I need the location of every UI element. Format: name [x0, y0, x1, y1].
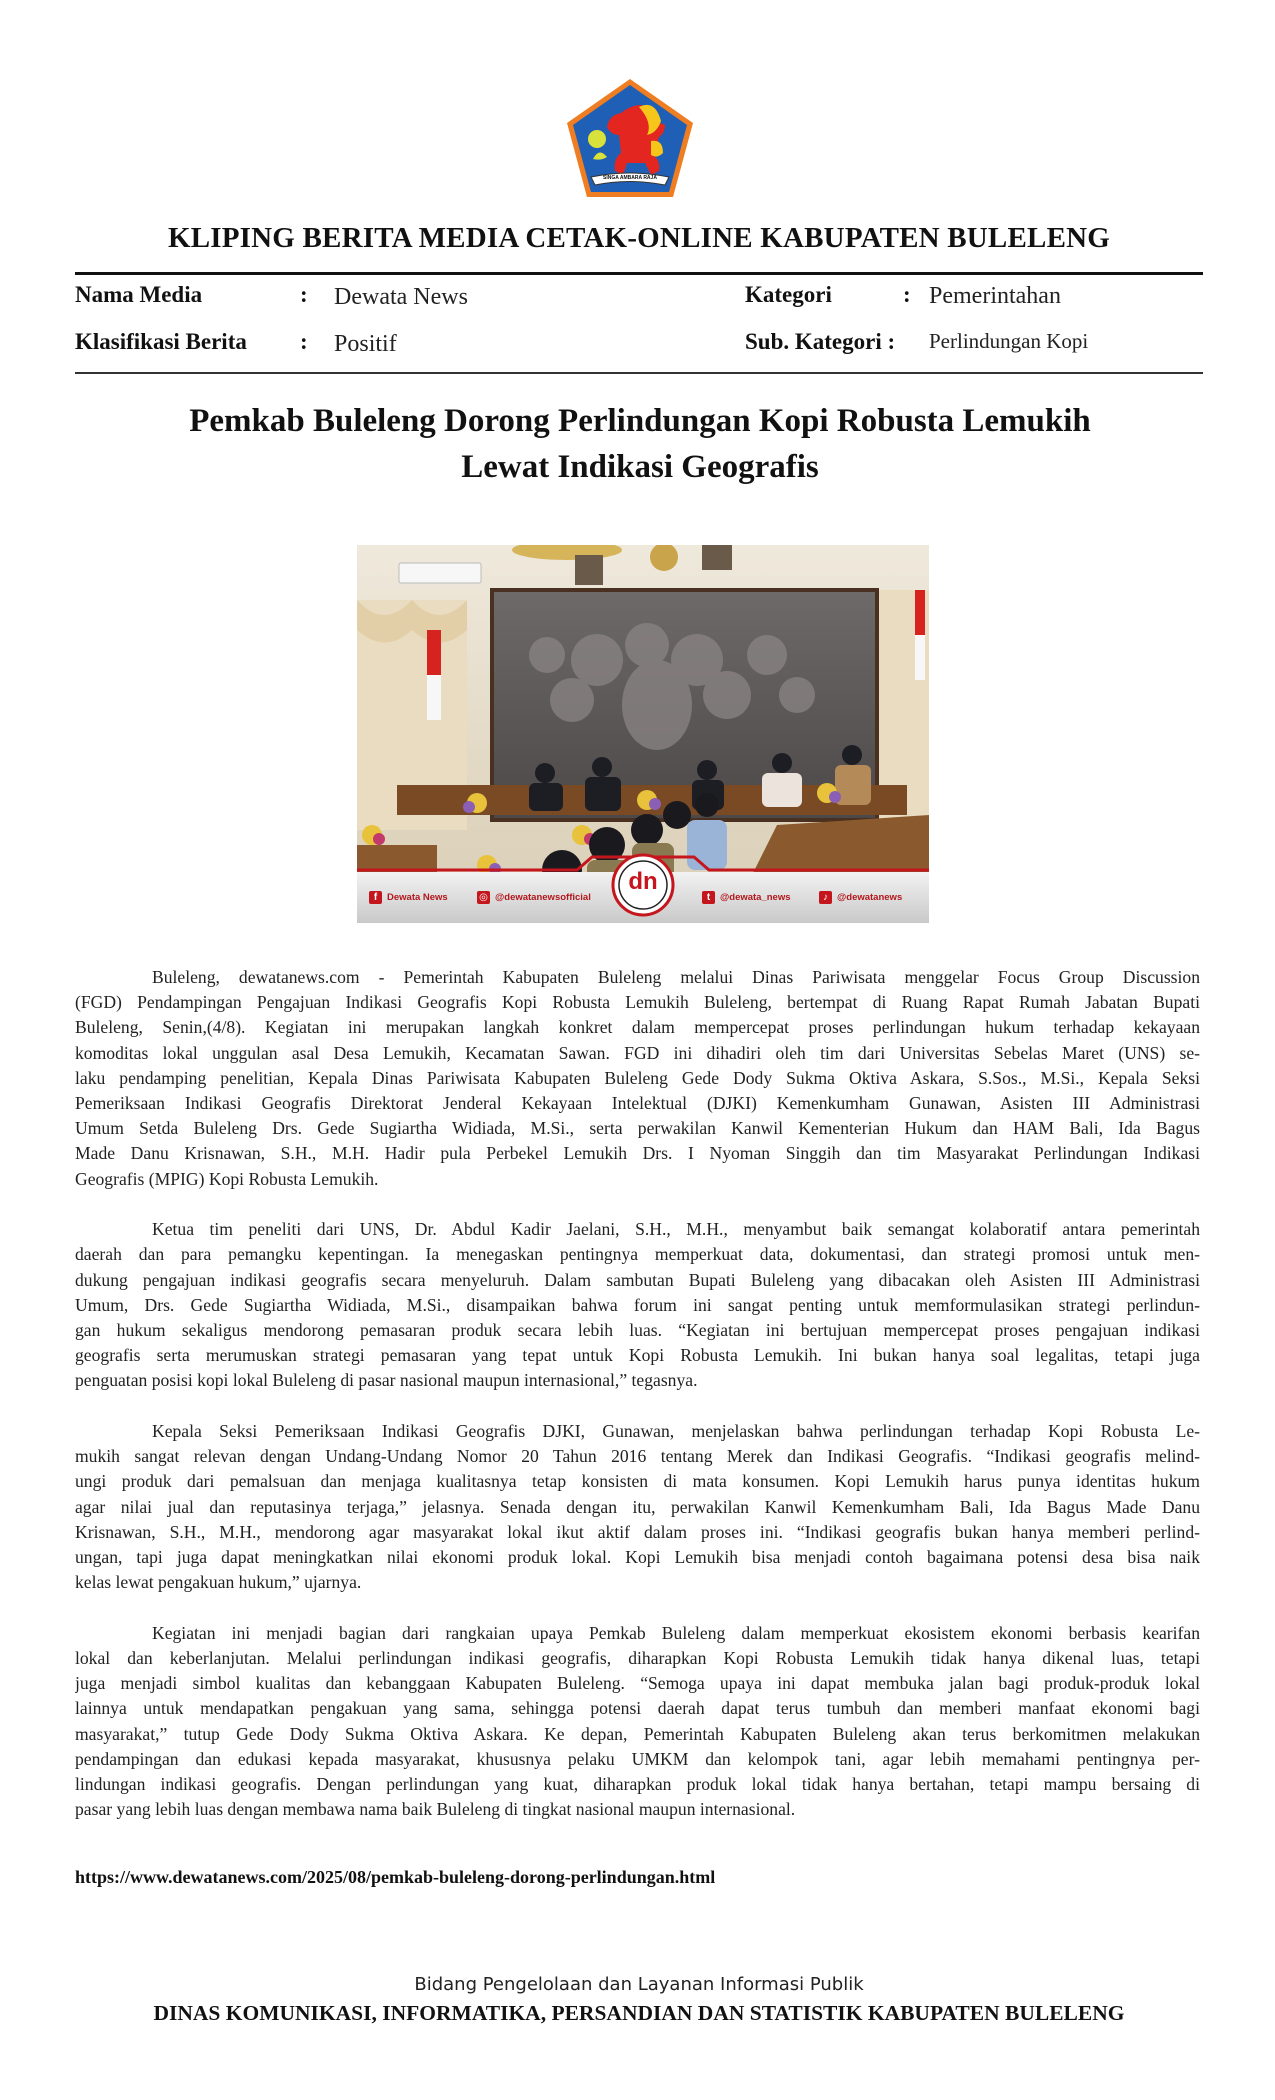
kategori-value: Pemerintahan [929, 283, 1061, 309]
tiktok-handle: @dewatanews [837, 892, 903, 903]
klasifikasi-berita-value: Positif [334, 331, 397, 357]
body-line: Buleleng, Senin,(4/8). Kegiatan ini merupakan langkah konkret dalam mempercepat proses perlindungan hukum terhadap kekayaan [75, 1017, 1200, 1038]
body-line: agar nilai jual dan reputasinya terjaga,” jelasnya. Senada dengan itu, perwakilan Kanwil Kemenkumham Bali, Ida Bagus Made Danu [75, 1496, 1200, 1517]
instagram-icon: ◎ [477, 891, 490, 904]
body-line: Umum Setda Buleleng Drs. Gede Sugiartha Widiada, M.Si., serta perwakilan Kanwil Kementerian Hukum dan HAM Bali, Ida Bagus [75, 1118, 1200, 1139]
nama-media-label: Nama Media [75, 282, 203, 307]
body-line: (FGD) Pendampingan Pengajuan Indikasi Geografis Kopi Robusta Lemukih Buleleng, bertempat di Ruang Rapat Rumah Jabatan Bupati [75, 992, 1200, 1013]
nama-media-value: Dewata News [334, 284, 468, 310]
news-badge [613, 868, 673, 896]
klasifikasi-berita-colon: : [300, 329, 308, 354]
headline-line-2: Lewat Indikasi Geografis [461, 449, 819, 485]
meeting-room-scene [357, 545, 929, 923]
body-line: laku pendamping penelitian, Kepala Dinas Pariwisata Kabupaten Buleleng Gede Dody Sukma Oktiva Askara, S.Sos., M.Si., Kepala Seksi [75, 1067, 1200, 1088]
social-facebook [369, 872, 448, 923]
footer-agency: DINAS KOMUNIKASI, INFORMATIKA, PERSANDIAN DAN STATISTIK KABUPATEN BULELENG [153, 2001, 1125, 2025]
body-line: Krisnawan, S.H., M.H., mendorong agar masyarakat lokal ikut aktif dalam proses ini. “Indikasi geografis bukan hanya memberi perlind- [75, 1521, 1200, 1542]
tiktok-icon: ♪ [819, 891, 832, 904]
body-line: geografis serta merumuskan strategi pemasaran yang tepat untuk Kopi Robusta Lemukih. Ini bukan hanya soal legalitas, tetapi juga [75, 1345, 1200, 1366]
body-line: lindungan indikasi geografis. Dengan perlindungan yang kuat, diharapkan produk lokal tidak hanya bertahan, tetapi mampu bersaing di [75, 1773, 1200, 1794]
klasifikasi-berita-label: Klasifikasi Berita [75, 329, 247, 354]
kabupaten-buleleng-logo [563, 75, 697, 201]
header-divider-top [75, 272, 1203, 275]
body-line: juga menjadi simbol kualitas dan kebanggaan Kabupaten Buleleng. “Semoga upaya ini dapat membuka jalan bagi produk-produk lokal [75, 1673, 1200, 1694]
twitter-handle: @dewata_news [720, 892, 791, 903]
header-divider-bottom [75, 372, 1203, 374]
source-url-link[interactable]: https://www.dewatanews.com/2025/08/pemkab-buleleng-dorong-perlindungan.html [75, 1867, 716, 1887]
facebook-icon: f [369, 891, 382, 904]
sub-kategori-value: Perlindungan Kopi [929, 329, 1089, 353]
paragraph-3 [75, 1419, 1200, 1595]
body-line: gan hukum sekaligus mendorong pemasaran produk secara lebih luas. “Kegiatan ini bertujuan mempercepat proses pengajuan indikasi [75, 1319, 1200, 1340]
body-line: Buleleng, dewatanews.com - Pemerintah Kabupaten Buleleng melalui Dinas Pariwisata menggelar Focus Group Discussion [152, 967, 1200, 987]
body-line: Kegiatan ini menjadi bagian dari rangkaian upaya Pemkab Buleleng dalam memperkuat ekosistem ekonomi berbasis kearifan [152, 1622, 1200, 1643]
article-photo [357, 545, 929, 923]
instagram-handle: @dewatanewsofficial [495, 892, 591, 903]
body-line: mukih sangat relevan dengan Undang-Undang Nomor 20 Tahun 2016 tentang Merek dan Indikasi Geografis. “Indikasi geografis melind- [75, 1446, 1200, 1467]
news-badge-text: dn [628, 868, 658, 895]
footer-department: Bidang Pengelolaan dan Layanan Informasi Publik [414, 1974, 864, 1995]
body-line: masyarakat,” tutup Gede Dody Sukma Oktiva Askara. Ke depan, Pemerintah Kabupaten Buleleng akan terus berkomitmen melakukan [75, 1723, 1200, 1744]
body-line: dukung pengajuan indikasi geografis secara menyeluruh. Dalam sambutan Bupati Buleleng yang dibacakan oleh Asisten III Administrasi [75, 1269, 1200, 1290]
body-line: ungan, tapi juga dapat meningkatkan nilai ekonomi produk lokal. Kopi Lemukih bisa menjadi contoh bagaimana potensi desa bisa naik [75, 1546, 1200, 1567]
body-line: kelas lewat pengakuan hukum,” ujarnya. [75, 1572, 362, 1593]
headline-line-1: Pemkab Buleleng Dorong Perlindungan Kopi Robusta Lemukih [189, 403, 1091, 439]
body-line: Pemeriksaan Indikasi Geografis Direktorat Jenderal Kekayaan Intelektual (DJKI) Kemenkumham Gunawan, Asisten III Administrasi [75, 1092, 1200, 1113]
body-line: Made Danu Krisnawan, S.H., M.H. Hadir pula Perbekel Lemukih Drs. I Nyoman Singgih dan tim Masyarakat Perlindungan Indikasi [75, 1143, 1200, 1164]
twitter-icon: t [702, 891, 715, 904]
body-line: daerah dan para pemangku kepentingan. Ia menegaskan pentingnya memperkuat data, dokumentasi, dan strategi promosi untuk men- [75, 1244, 1200, 1265]
article-headline [120, 398, 1160, 490]
body-line: penguatan posisi kopi lokal Buleleng di pasar nasional maupun internasional,” tegasnya. [75, 1370, 698, 1391]
paragraph-4 [75, 1621, 1200, 1823]
facebook-handle: Dewata News [387, 892, 448, 903]
body-line: Ketua tim peneliti dari UNS, Dr. Abdul Kadir Jaelani, S.H., M.H., menyambut baik semangat kolaboratif antara pemerintah [152, 1219, 1200, 1240]
body-line: pasar yang lebih luas dengan membawa nama baik Buleleng di tingkat nasional maupun internasional. [75, 1799, 796, 1820]
article-body [75, 965, 1200, 1848]
sub-kategori-label: Sub. Kategori : [745, 329, 896, 354]
paragraph-2 [75, 1217, 1200, 1393]
social-instagram [477, 872, 591, 923]
body-line: Umum, Drs. Gede Sugiartha Widiada, M.Si., disampaikan bahwa forum ini sangat penting untuk memformulasikan strategi perlindun- [75, 1294, 1200, 1315]
body-line: Kepala Seksi Pemeriksaan Indikasi Geografis DJKI, Gunawan, menjelaskan bahwa perlindungan terhadap Kopi Robusta Le- [152, 1421, 1200, 1441]
social-twitter [702, 872, 791, 923]
logo-emblem [563, 75, 697, 201]
paragraph-1 [75, 965, 1200, 1192]
nama-media-colon: : [300, 282, 308, 307]
logo-banner-text: SINGA AMBARA RAJA [603, 175, 657, 181]
body-line: lainnya untuk mendapatkan pengakuan yang sama, sehingga potensi daerah dapat terus tumbuh dan memberi manfaat ekonomi bagi [75, 1698, 1200, 1719]
body-line: Geografis (MPIG) Kopi Robusta Lemukih. [75, 1168, 379, 1189]
body-line: pendampingan dan edukasi kepada masyarakat, khususnya pelaku UMKM dan kelompok tani, agar lebih memahami pentingnya per- [75, 1748, 1200, 1769]
social-tiktok [819, 872, 902, 923]
body-line: ungi produk dari pemalsuan dan menjaga kualitasnya tetap konsisten di mata konsumen. Kopi Lemukih harus punya identitas hukum [75, 1471, 1200, 1492]
body-line: komoditas lokal unggulan asal Desa Lemukih, Kecamatan Sawan. FGD ini dihadiri oleh tim dari Universitas Sebelas Maret (UNS) se- [75, 1042, 1200, 1063]
clipping-title: KLIPING BERITA MEDIA CETAK-ONLINE KABUPATEN BULELENG [167, 222, 1111, 254]
body-line: lokal dan keberlanjutan. Melalui perlindungan indikasi geografis, diharapkan Kopi Robusta Lemukih tidak hanya dikenal luas, tetapi [75, 1648, 1200, 1668]
kategori-colon: : [903, 282, 911, 307]
kategori-label: Kategori [745, 282, 832, 307]
